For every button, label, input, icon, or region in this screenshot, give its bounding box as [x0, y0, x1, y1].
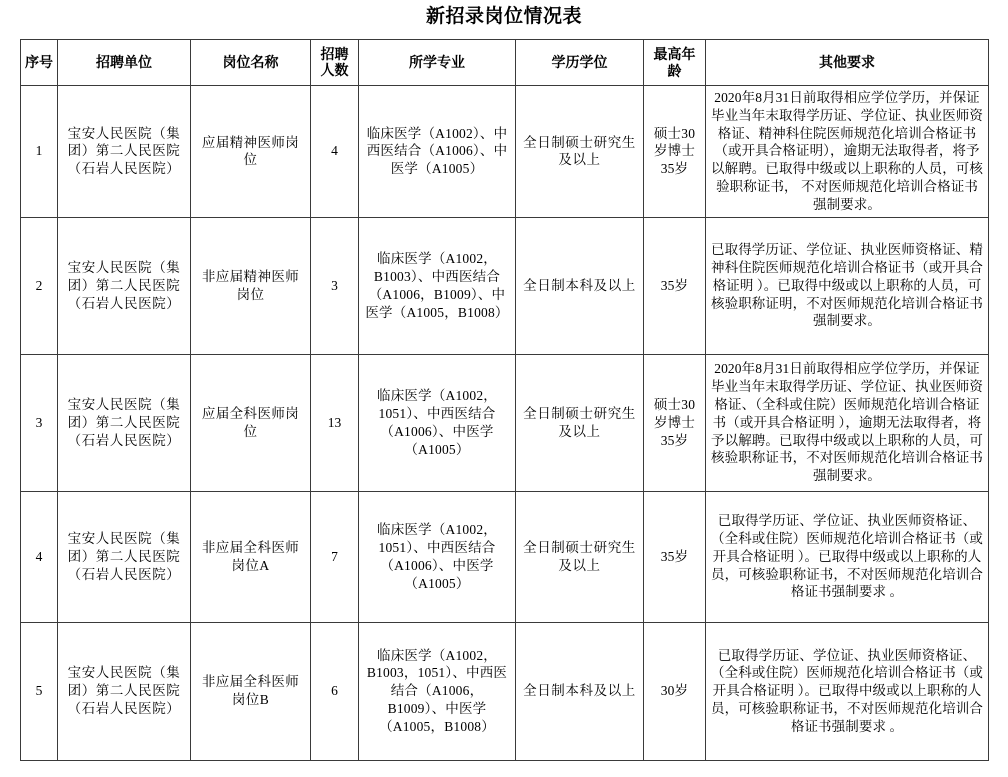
cell-post: 应届全科医师岗位 [191, 354, 311, 491]
cell-major: 临床医学（A1002，1051）、中西医结合（A1006）、中医学（A1005） [359, 354, 516, 491]
cell-post: 应届精神医师岗位 [191, 86, 311, 218]
column-header-count-line2: 人数 [320, 61, 349, 78]
cell-post: 非应届全科医师岗位B [191, 622, 311, 760]
cell-education: 全日制硕士研究生及以上 [516, 491, 644, 622]
cell-count: 3 [311, 217, 359, 354]
cell-unit: 宝安人民医院（集团）第二人民医院（石岩人民医院） [58, 354, 191, 491]
cell-unit: 宝安人民医院（集团）第二人民医院（石岩人民医院） [58, 86, 191, 218]
header-row [21, 40, 989, 86]
column-header-index: 序号 [21, 40, 58, 86]
cell-other: 2020年8月31日前取得相应学位学历，并保证毕业当年末取得学历证、学位证、执业医师资格证、精神科住院医师规范化培训合格证书（或开具合格证明），逾期无法取得者，将予以解聘。已取得中级或以上职称的人员，可核验职称证书， 不对医师规范化培训合格证书强制要求。 [706, 86, 989, 218]
cell-index: 4 [21, 491, 58, 622]
table-row [21, 354, 989, 491]
page-title: 新招录岗位情况表 [425, 6, 582, 27]
cell-max-age: 30岁 [644, 622, 706, 760]
column-header-count [311, 40, 359, 86]
column-header-education: 学历学位 [516, 40, 644, 86]
table-row [21, 217, 989, 354]
column-header-post: 岗位名称 [191, 40, 311, 86]
cell-index: 5 [21, 622, 58, 760]
column-header-count-line1: 招聘 [320, 45, 349, 62]
cell-education: 全日制本科及以上 [516, 622, 644, 760]
cell-count: 13 [311, 354, 359, 491]
cell-post: 非应届精神医师岗位 [191, 217, 311, 354]
table-row [21, 86, 989, 218]
cell-max-age: 硕士30岁博士35岁 [644, 86, 706, 218]
cell-count: 7 [311, 491, 359, 622]
column-header-major: 所学专业 [359, 40, 516, 86]
column-header-max-age: 最高年龄 [644, 40, 706, 86]
cell-post: 非应届全科医师岗位A [191, 491, 311, 622]
cell-major: 临床医学（A1002，B1003）、中西医结合（A1006，B1009）、中医学（A1005，B1008） [359, 217, 516, 354]
cell-count: 6 [311, 622, 359, 760]
column-header-unit: 招聘单位 [58, 40, 191, 86]
cell-other: 已取得学历证、学位证、执业医师资格证、（全科或住院）医师规范化培训合格证书（或开具合格证明 ）。已取得中级或以上职称的人员，可核验职称证书，不对医师规范化培训合格证书强制要求 。 [706, 491, 989, 622]
cell-index: 3 [21, 354, 58, 491]
cell-max-age: 硕士30岁博士35岁 [644, 354, 706, 491]
cell-education: 全日制硕士研究生及以上 [516, 86, 644, 218]
cell-other: 已取得学历证、学位证、执业医师资格证、（全科或住院）医师规范化培训合格证书（或开具合格证明 ）。已取得中级或以上职称的人员，可核验职称证书，不对医师规范化培训合格证书强制要求 。 [706, 622, 989, 760]
cell-index: 1 [21, 86, 58, 218]
cell-major: 临床医学（A1002）、中西医结合（A1006）、中医学（A1005） [359, 86, 516, 218]
cell-unit: 宝安人民医院（集团）第二人民医院（石岩人民医院） [58, 217, 191, 354]
table-body [21, 86, 989, 761]
cell-major: 临床医学（A1002，B1003，1051）、中西医结合（A1006，B1009）、中医学（A1005，B1008） [359, 622, 516, 760]
jobs-table-container [20, 39, 988, 761]
cell-count: 4 [311, 86, 359, 218]
cell-max-age: 35岁 [644, 217, 706, 354]
column-header-other: 其他要求 [706, 40, 989, 86]
table-row [21, 491, 989, 622]
cell-major: 临床医学（A1002，1051）、中西医结合（A1006）、中医学（A1005） [359, 491, 516, 622]
cell-other: 已取得学历证、学位证、执业医师资格证、精神科住院医师规范化培训合格证书（或开具合格证明 ）。已取得中级或以上职称的人员，可核验职称证明，不对医师规范化培训合格证书强制要求。 [706, 217, 989, 354]
table-row [21, 622, 989, 760]
table-header [21, 40, 989, 86]
cell-other: 2020年8月31日前取得相应学位学历，并保证毕业当年末取得学历证、学位证、执业医师资格证、（全科或住院）医师规范化培训合格证书（或开具合格证明 ），逾期无法取得者，将予以解聘。已取得中级或以上职称的人员，可核验职称证书，不对医师规范化培训合格证书强制要求。 [706, 354, 989, 491]
cell-index: 2 [21, 217, 58, 354]
cell-unit: 宝安人民医院（集团）第二人民医院（石岩人民医院） [58, 491, 191, 622]
cell-education: 全日制本科及以上 [516, 217, 644, 354]
cell-max-age: 35岁 [644, 491, 706, 622]
cell-unit: 宝安人民医院（集团）第二人民医院（石岩人民医院） [58, 622, 191, 760]
cell-education: 全日制硕士研究生及以上 [516, 354, 644, 491]
jobs-table [20, 39, 989, 761]
